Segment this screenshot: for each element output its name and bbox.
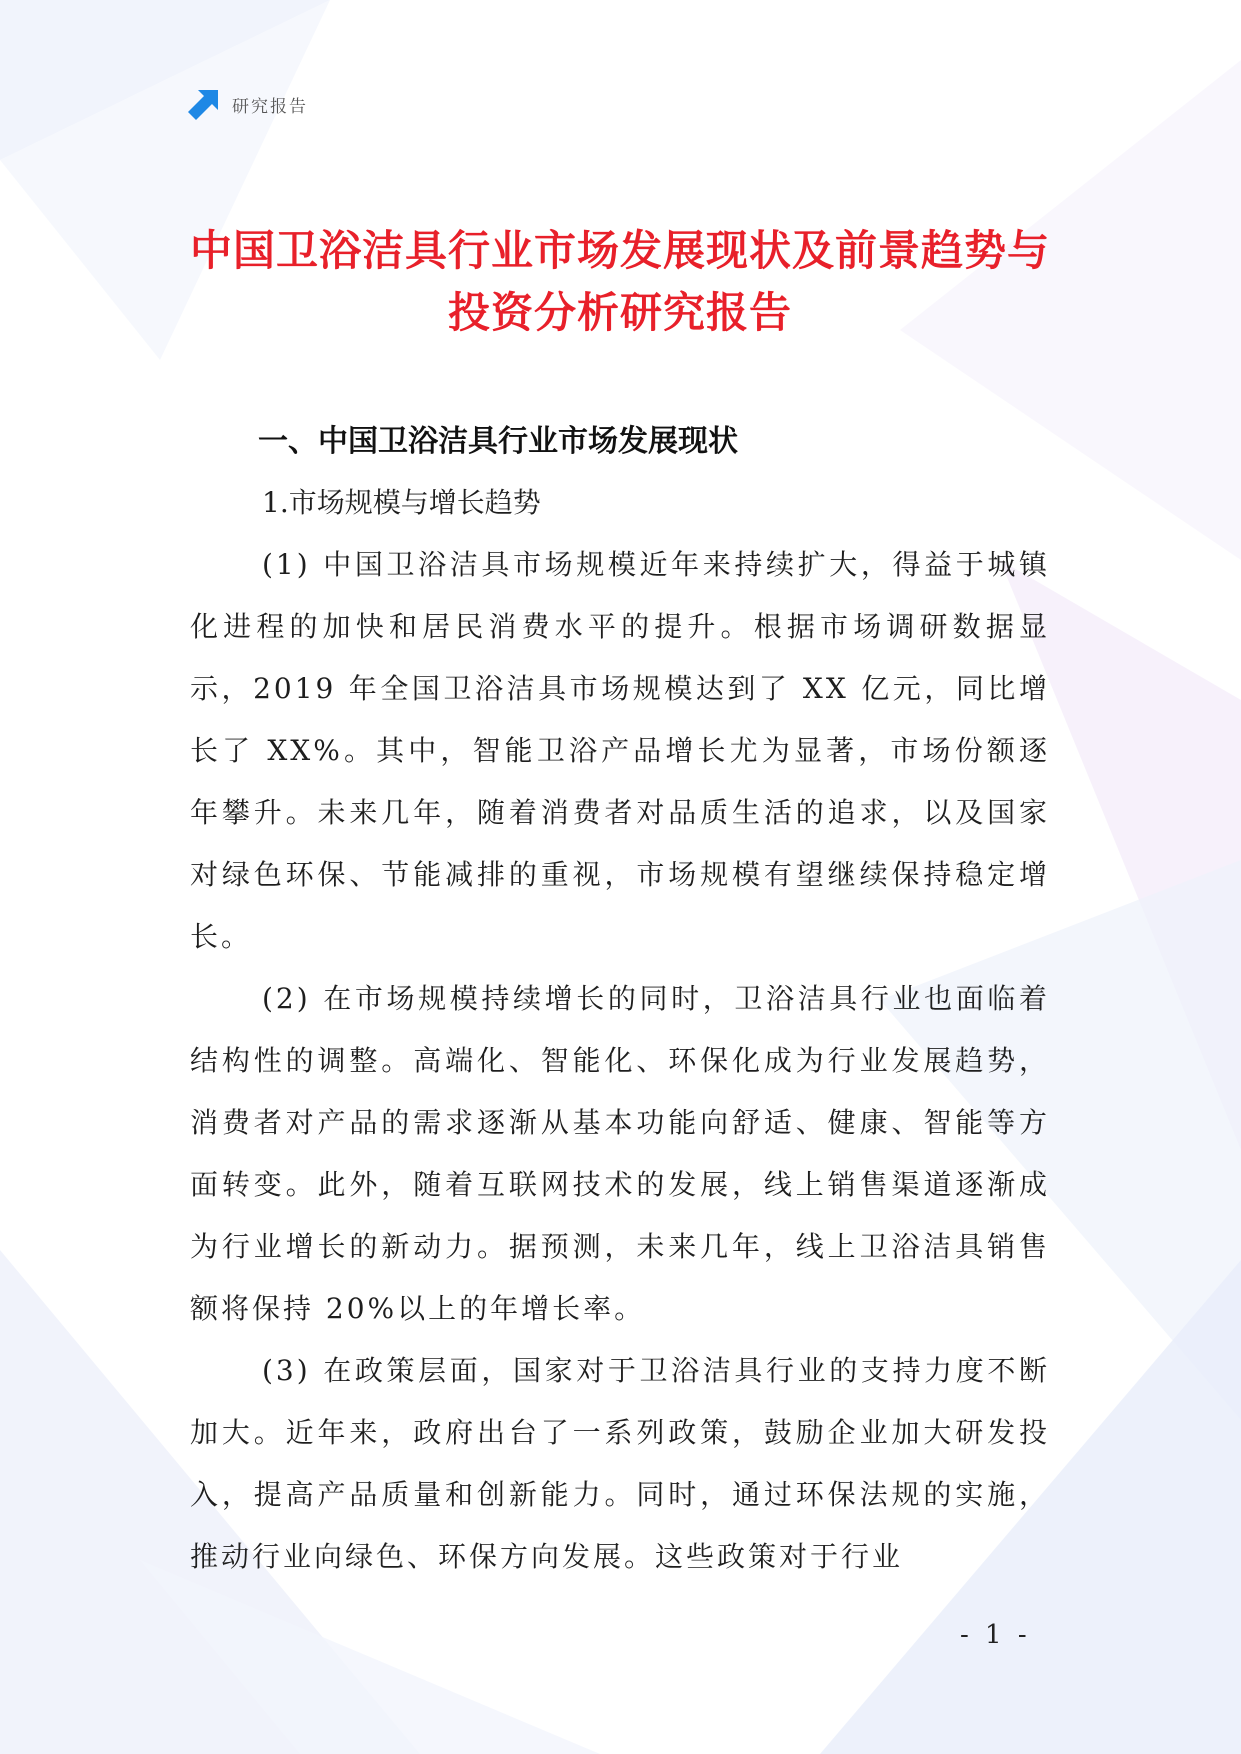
paragraph-2: (2) 在市场规模持续增长的同时，卫浴洁具行业也面临着结构性的调整。高端化、智能化、环保化成为行业发展趋势，消费者对产品的需求逐渐从基本功能向舒适、健康、智能等方面转变。此外，随着互联网技术的发展，线上销售渠道逐渐成为行业增长的新动力。据预测，未来几年，线上卫浴洁具销售额将保持 20%以上的年增长率。 xyxy=(190,982,1050,1325)
report-header xyxy=(188,88,308,120)
document-body xyxy=(190,416,1050,1588)
paragraph-1: (1) 中国卫浴洁具市场规模近年来持续扩大，得益于城镇化进程的加快和居民消费水平的提升。根据市场调研数据显示，2019 年全国卫浴洁具市场规模达到了 XX 亿元，同比增长了 XX%。其中，智能卫浴产品增长尤为显著，市场份额逐年攀升。未来几年，随着消费者对品质生活的追求，以及国家对绿色环保、节能减排的重视，市场规模有望继续保持稳定增长。 xyxy=(190,548,1050,953)
arrow-up-right-icon xyxy=(188,88,220,120)
document-title: 中国卫浴洁具行业市场发展现状及前景趋势与投资分析研究报告 xyxy=(190,226,1051,337)
page-number: - 1 - xyxy=(960,1620,1031,1650)
paragraph-3: (3) 在政策层面，国家对于卫浴洁具行业的支持力度不断加大。近年来，政府出台了一系列政策，鼓励企业加大研发投入，提高产品质量和创新能力。同时，通过环保法规的实施，推动行业向绿色、环保方向发展。这些政策对于行业 xyxy=(190,1354,1050,1573)
header-label: 研究报告 xyxy=(232,96,308,117)
subsection-heading: 1.市场规模与增长趋势 xyxy=(262,486,541,519)
section-heading: 一、中国卫浴洁具行业市场发展现状 xyxy=(258,424,738,459)
